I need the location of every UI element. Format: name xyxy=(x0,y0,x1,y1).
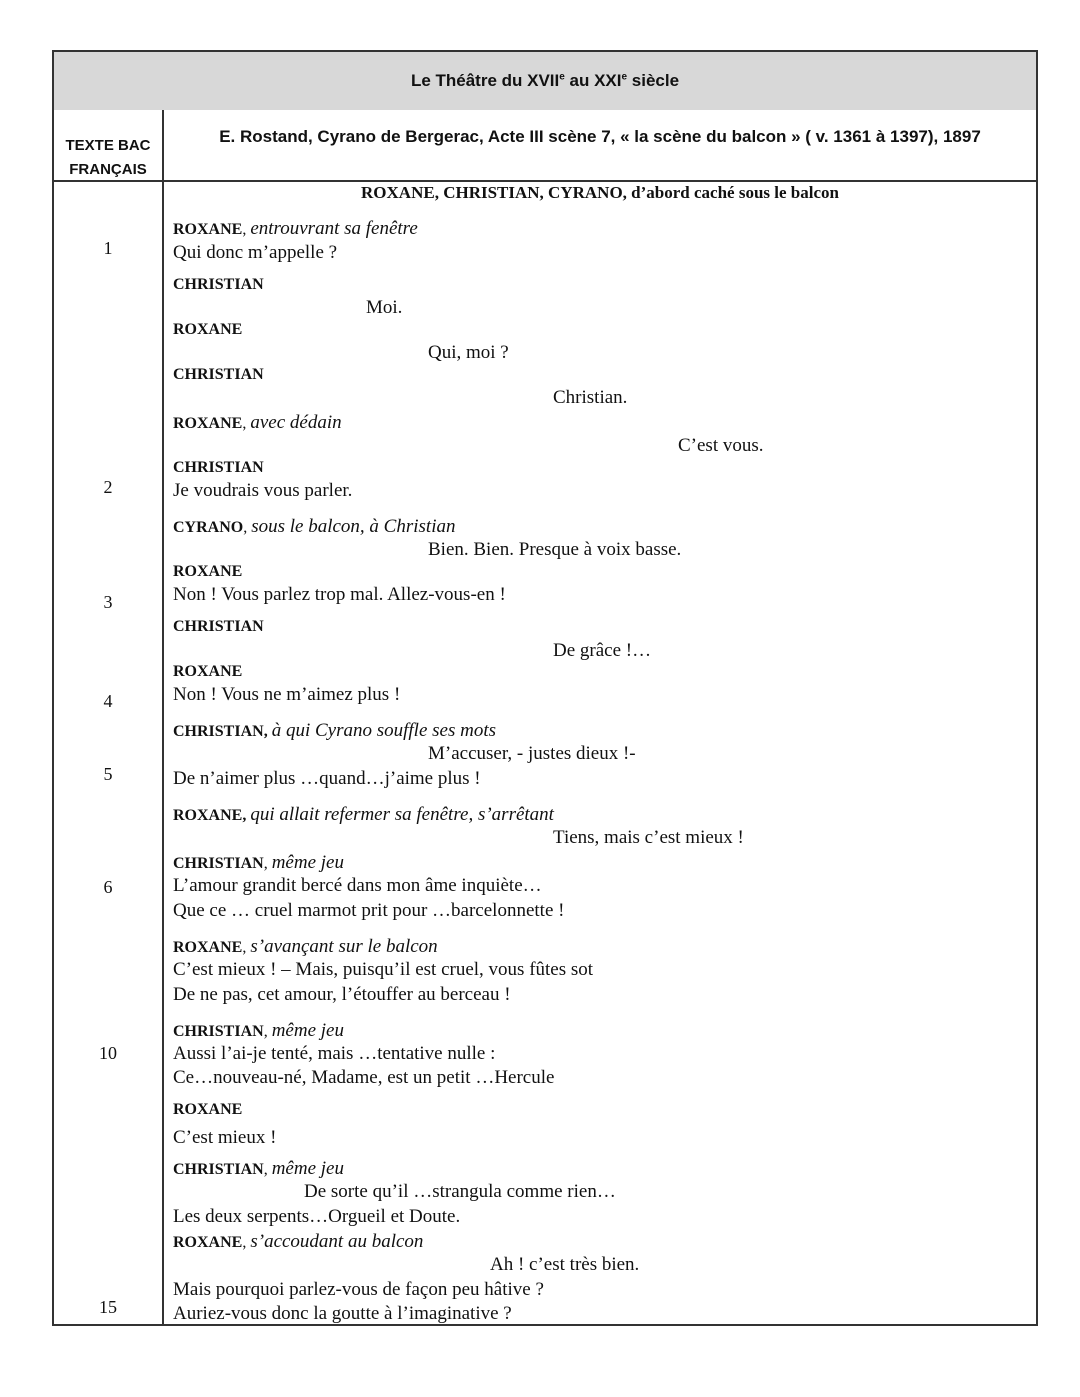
line-number: 6 xyxy=(103,877,113,897)
line-number: 10 xyxy=(99,1043,117,1063)
text-type-label: TEXTE BAC FRANÇAIS xyxy=(65,137,151,178)
verse-line: Moi. xyxy=(366,297,403,318)
line-number: 3 xyxy=(103,592,113,612)
page-title: Le Théâtre du XVIIe au XXIe siècle xyxy=(410,71,680,90)
verse-line: L’amour grandit bercé dans mon âme inquiète… xyxy=(173,875,542,896)
verse-line: De ne pas, cet amour, l’étouffer au berceau ! xyxy=(173,984,511,1005)
speaker-heading: ROXANE xyxy=(173,663,243,680)
verse-line: Qui donc m’appelle ? xyxy=(173,242,338,263)
line-number: 2 xyxy=(103,477,113,497)
line-number: 1 xyxy=(103,238,113,258)
speaker-heading: ROXANE, s’accoudant au balcon xyxy=(173,1231,424,1252)
verse-line: Auriez-vous donc la goutte à l’imaginative ? xyxy=(173,1303,512,1324)
speaker-heading: CHRISTIAN, même jeu xyxy=(173,1020,344,1041)
verse-line: M’accuser, - justes dieux !- xyxy=(428,743,636,764)
verse-line: Aussi l’ai-je tenté, mais …tentative nulle : xyxy=(173,1043,496,1064)
speaker-heading: CHRISTIAN, même jeu xyxy=(173,852,344,873)
speaker-heading: CHRISTIAN, à qui Cyrano souffle ses mots xyxy=(173,720,496,741)
speaker-heading: CHRISTIAN xyxy=(173,618,264,635)
verse-line: Tiens, mais c’est mieux ! xyxy=(553,827,744,848)
speaker-heading: ROXANE xyxy=(173,563,243,580)
cast-line: ROXANE, CHRISTIAN, CYRANO, d’abord caché sous le balcon xyxy=(361,183,839,202)
speaker-heading: CHRISTIAN xyxy=(173,459,264,476)
verse-line: Que ce … cruel marmot prit pour …barcelonnette ! xyxy=(173,900,565,921)
verse-line: C’est mieux ! – Mais, puisqu’il est cruel, vous fûtes sot xyxy=(173,959,594,980)
verse-line: De grâce !… xyxy=(553,640,652,661)
verse-line: Les deux serpents…Orgueil et Doute. xyxy=(173,1206,461,1227)
row-divider xyxy=(52,180,1038,182)
line-number: 15 xyxy=(99,1297,117,1317)
verse-line: Ah ! c’est très bien. xyxy=(490,1254,640,1275)
verse-line: Qui, moi ? xyxy=(428,342,509,363)
verse-line: Je voudrais vous parler. xyxy=(173,480,353,501)
verse-line: Mais pourquoi parlez-vous de façon peu hâtive ? xyxy=(173,1279,544,1300)
speaker-heading: CHRISTIAN xyxy=(173,276,264,293)
line-number: 5 xyxy=(103,764,113,784)
text-reference: E. Rostand, Cyrano de Bergerac, Acte III scène 7, « la scène du balcon » ( v. 1361 à 1397), 1897 xyxy=(219,127,981,146)
speaker-heading: ROXANE, avec dédain xyxy=(173,412,342,433)
line-number: 4 xyxy=(103,691,113,711)
verse-line: De sorte qu’il …strangula comme rien… xyxy=(304,1181,616,1202)
speaker-heading: ROXANE xyxy=(173,1101,243,1118)
verse-line: Non ! Vous ne m’aimez plus ! xyxy=(173,684,401,705)
speaker-heading: ROXANE xyxy=(173,321,243,338)
verse-line: C’est mieux ! xyxy=(173,1127,277,1148)
verse-line: De n’aimer plus …quand…j’aime plus ! xyxy=(173,768,481,789)
verse-line: Non ! Vous parlez trop mal. Allez-vous-en ! xyxy=(173,584,506,605)
verse-line: Ce…nouveau-né, Madame, est un petit …Hercule xyxy=(173,1067,555,1088)
speaker-heading: ROXANE, s’avançant sur le balcon xyxy=(173,936,438,957)
speaker-heading: ROXANE, entrouvrant sa fenêtre xyxy=(173,218,418,239)
verse-line: Bien. Bien. Presque à voix basse. xyxy=(428,539,682,560)
speaker-heading: CHRISTIAN, même jeu xyxy=(173,1158,344,1179)
verse-line: C’est vous. xyxy=(678,435,764,456)
speaker-heading: CYRANO, sous le balcon, à Christian xyxy=(173,516,456,537)
speaker-heading: CHRISTIAN xyxy=(173,366,264,383)
speaker-heading: ROXANE, qui allait refermer sa fenêtre, s’arrêtant xyxy=(173,804,554,825)
verse-line: Christian. xyxy=(553,387,628,408)
column-divider xyxy=(162,110,164,1326)
